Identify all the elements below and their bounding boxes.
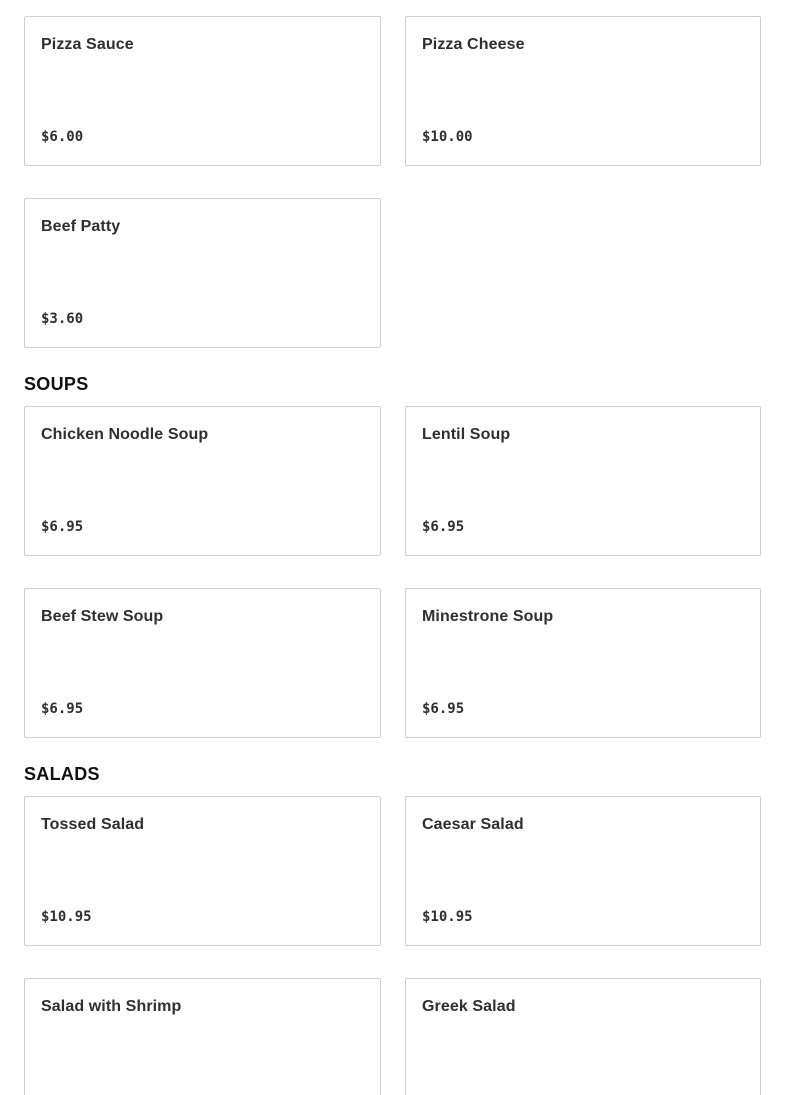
menu-item-card[interactable]	[405, 796, 761, 946]
menu-item-name: Beef Patty	[41, 218, 121, 235]
menu-item-name: Salad with Shrimp	[41, 998, 182, 1015]
menu-item-price: $6.95	[41, 519, 84, 535]
menu-item-card[interactable]	[405, 406, 761, 556]
menu-item-card[interactable]	[24, 588, 381, 738]
menu-item-card[interactable]	[24, 198, 381, 348]
salads-grid	[24, 796, 761, 1095]
menu-item-price: $6.00	[41, 129, 84, 145]
top-items-grid	[24, 16, 761, 348]
menu-item-name: Beef Stew Soup	[41, 608, 164, 625]
menu-item-price: $6.95	[41, 701, 84, 717]
soups-grid	[24, 406, 761, 738]
menu-item-price: $6.95	[422, 519, 465, 535]
menu-item-card[interactable]	[405, 16, 761, 166]
menu-item-name: Pizza Sauce	[41, 36, 134, 53]
menu-item-price: $10.00	[422, 129, 473, 145]
menu-item-name: Lentil Soup	[422, 426, 511, 443]
menu-item-name: Pizza Cheese	[422, 36, 525, 53]
menu-item-price: $6.95	[422, 701, 465, 717]
menu-item-name: Tossed Salad	[41, 816, 145, 833]
menu-item-card[interactable]	[405, 978, 761, 1095]
menu-item-card[interactable]	[24, 16, 381, 166]
section-title-salads: SALADS	[24, 764, 100, 784]
section-title-soups: SOUPS	[24, 374, 89, 394]
menu-item-name: Greek Salad	[422, 998, 516, 1015]
menu-item-name: Chicken Noodle Soup	[41, 426, 209, 443]
menu-item-name: Caesar Salad	[422, 816, 524, 833]
menu-item-name: Minestrone Soup	[422, 608, 554, 625]
menu-item-price: $10.95	[422, 909, 473, 925]
menu-item-card[interactable]	[405, 588, 761, 738]
menu-item-price: $3.60	[41, 311, 84, 327]
menu-item-card[interactable]	[24, 796, 381, 946]
menu-item-price: $10.95	[41, 909, 92, 925]
menu-item-card[interactable]	[24, 978, 381, 1095]
menu-item-card[interactable]	[24, 406, 381, 556]
